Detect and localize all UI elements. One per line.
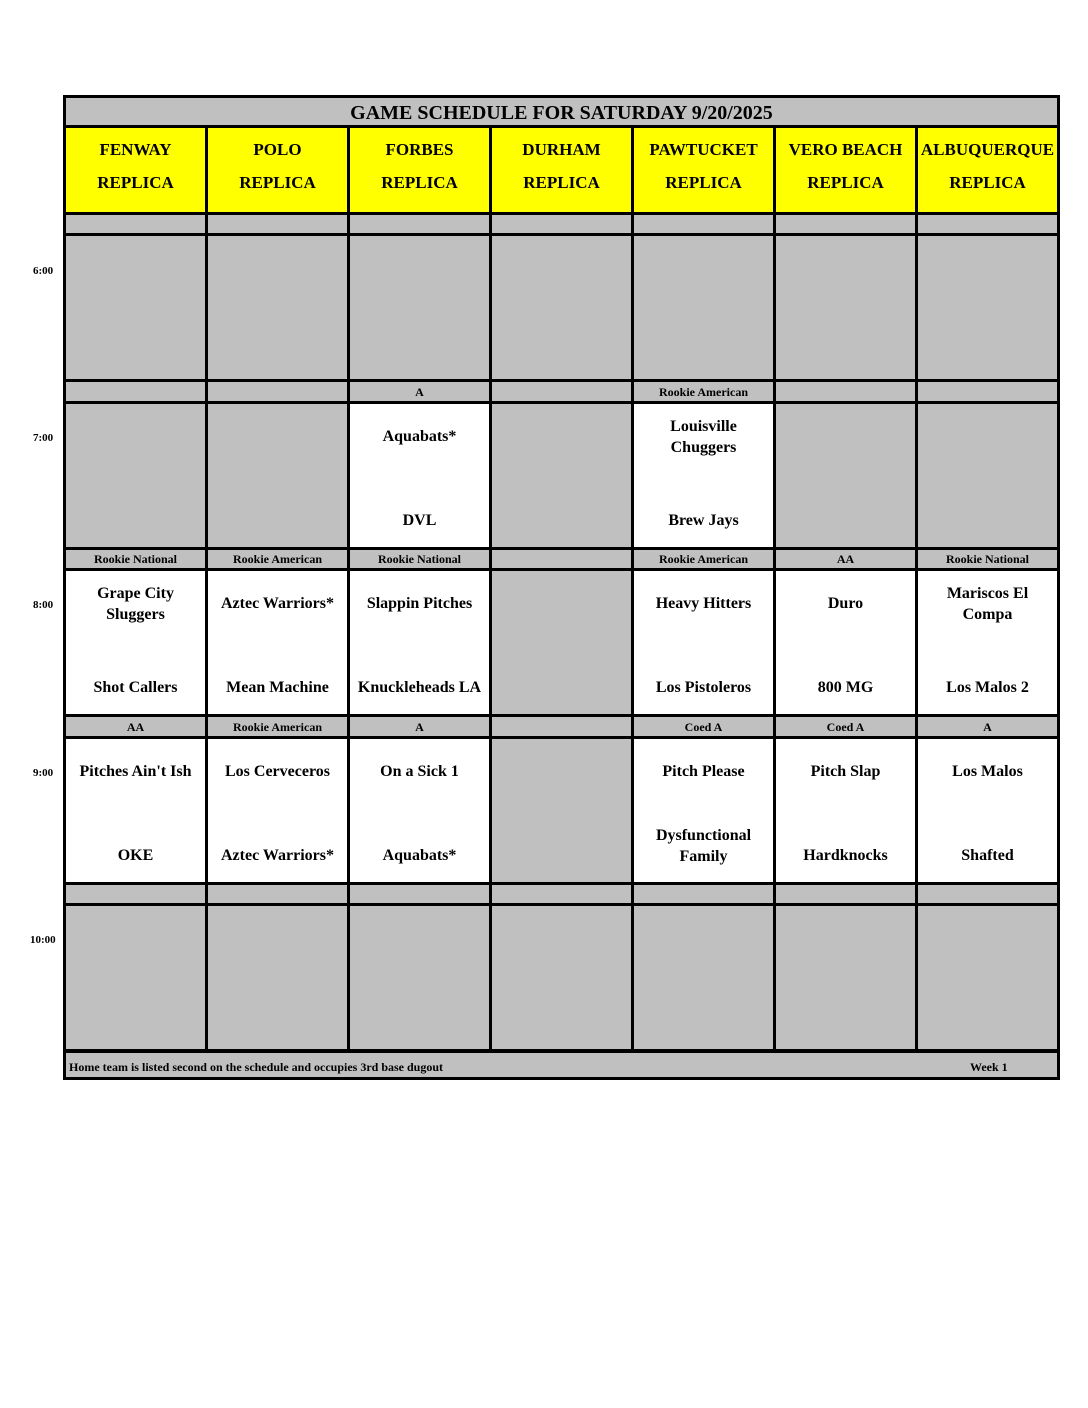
division-label [776,885,915,903]
field-name: POLO [253,140,302,159]
division-label [208,215,347,233]
field-subtitle: REPLICA [949,173,1026,192]
division-label: Rookie American [659,384,748,399]
home-team: Shot Callers [93,679,178,696]
division-label [66,885,205,903]
time-label: 10:00 [30,934,56,946]
time-label: 9:00 [33,767,54,779]
game-cell [634,739,773,882]
game-cell [918,571,1057,714]
division-label [492,215,631,233]
field-name: FORBES [385,140,454,159]
division-label: AA [126,719,145,734]
home-team: DVL [402,511,437,529]
game-cell [350,739,489,882]
home-team: Dysfunctional Family [655,826,752,865]
home-team: Aquabats* [382,846,457,864]
row-divider [66,233,1057,236]
footer-divider [66,1050,1057,1053]
field-header [492,128,631,215]
division-label [776,383,915,401]
division-label [918,215,1057,233]
away-team: Los Cerveceros [225,762,330,780]
home-team: Los Pistoleros [655,679,752,696]
field-subtitle: REPLICA [665,173,742,192]
away-team: Mariscos El Compa [946,585,1029,623]
away-team: On a Sick 1 [380,762,459,780]
away-team: Los Malos [952,762,1023,780]
game-cell [776,739,915,882]
home-team: Mean Machine [226,679,329,696]
field-header [66,128,205,215]
division-label: A [415,719,424,734]
field-subtitle: REPLICA [523,173,600,192]
field-name: ALBUQUERQUE [920,140,1055,159]
field-subtitle: REPLICA [97,173,174,192]
away-team: Heavy Hitters [655,595,752,612]
division-label: Rookie American [233,719,322,734]
home-team: Los Malos 2 [946,679,1029,696]
game-cell [350,571,489,714]
home-team: 800 MG [817,679,874,696]
division-label [350,215,489,233]
home-team: Hardknocks [803,846,888,864]
column-divider [489,128,492,1049]
division-label [492,550,631,568]
field-header [776,128,915,215]
division-label: A [415,384,424,399]
schedule-title: GAME SCHEDULE FOR SATURDAY 9/20/2025 [66,98,1057,128]
division-label: Coed A [684,719,723,734]
division-label: Rookie American [233,552,322,566]
game-cell [350,404,489,547]
time-label: 8:00 [33,599,54,611]
field-name: PAWTUCKET [649,140,758,159]
away-team: Pitch Slap [810,762,881,780]
division-label: Coed A [826,719,865,734]
away-team: Grape City Sluggers [97,585,174,623]
division-label [918,885,1057,903]
footer-note: Home team is listed second on the schedule and occupies 3rd base dugout [69,1060,444,1074]
field-subtitle: REPLICA [807,173,884,192]
away-team: Aztec Warriors* [221,595,334,612]
division-label [66,215,205,233]
field-header [634,128,773,215]
away-team: Pitches Ain't Ish [79,762,192,780]
division-label: AA [836,552,855,566]
division-label [350,885,489,903]
division-label [634,885,773,903]
division-label [492,718,631,736]
row-divider [66,903,1057,906]
game-cell [918,739,1057,882]
away-team: Pitch Please [662,762,745,780]
schedule-table [63,95,1060,1080]
division-label [776,215,915,233]
division-label [918,383,1057,401]
game-cell [634,571,773,714]
game-cell [208,739,347,882]
division-label [208,885,347,903]
home-team: Aztec Warriors* [221,846,334,864]
division-label [208,383,347,401]
row-divider [66,401,1057,404]
away-team: Duro [827,595,864,612]
home-team: Brew Jays [668,511,739,529]
division-label: Rookie National [377,552,461,566]
division-label: Rookie American [659,552,748,566]
game-cell [634,404,773,547]
home-team: Shafted [961,846,1014,864]
field-subtitle: REPLICA [381,173,458,192]
home-team: Knuckleheads LA [357,679,482,696]
away-team: Louisville Chuggers [670,417,737,456]
division-label [634,215,773,233]
footer-week: Week 1 [970,1060,1008,1074]
game-cell [776,571,915,714]
division-label: Rookie National [945,552,1029,566]
field-header [208,128,347,215]
field-name: DURHAM [522,140,601,159]
game-cell [66,739,205,882]
field-header [918,128,1057,215]
home-team: OKE [117,846,154,864]
field-name: VERO BEACH [788,140,903,159]
game-cell [208,571,347,714]
field-subtitle: REPLICA [239,173,316,192]
division-label: Rookie National [93,552,177,566]
time-label: 6:00 [33,265,54,277]
division-label [492,383,631,401]
time-label: 7:00 [33,432,54,444]
game-cell [66,571,205,714]
field-name: FENWAY [99,140,172,159]
away-team: Slappin Pitches [366,595,473,612]
division-label: A [983,719,992,734]
away-team: Aquabats* [382,427,457,445]
division-label [492,885,631,903]
division-label [66,383,205,401]
field-header [350,128,489,215]
